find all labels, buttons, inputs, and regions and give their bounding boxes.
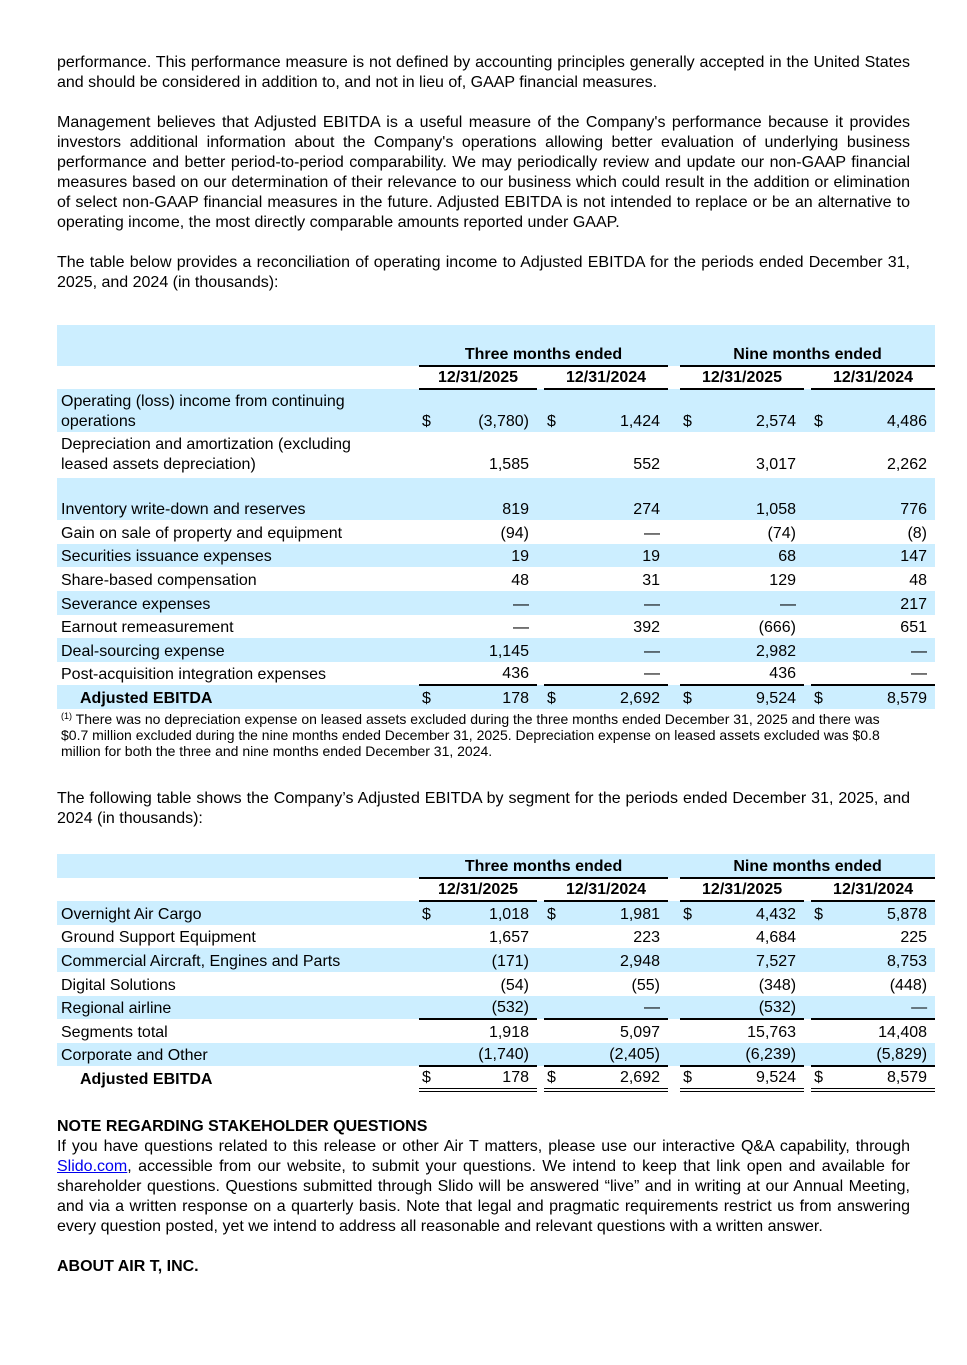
date-header: 12/31/2025 — [680, 878, 804, 902]
note-heading: NOTE REGARDING STAKEHOLDER QUESTIONS — [57, 1117, 428, 1135]
table-group-header-row — [57, 342, 935, 366]
date-header: 12/31/2024 — [811, 366, 935, 390]
date-header: 12/31/2025 — [419, 366, 537, 390]
row-label: Operating (loss) income from continuing operations — [57, 389, 413, 432]
row-label: Depreciation and amortization (excluding leased assets depreciation) — [61, 436, 351, 474]
table-row: Operating (loss) income from continuing operations $ (3,780) $ 1,424 $ 2,574 $ 4,486 — [57, 389, 935, 432]
table-row: Overnight Air Cargo $ 1,018 $ 1,981 $ 4,432 $ 5,878 — [57, 901, 935, 925]
row-label: Earnout remeasurement — [61, 619, 234, 637]
total-label: Adjusted EBITDA — [57, 685, 413, 709]
intro-paragraph-3: The table below provides a reconciliation of operating income to Adjusted EBITDA for the periods ended December 31, 2025, and 2024 (in thousands): — [57, 254, 910, 291]
segment-table — [57, 854, 935, 1092]
row-label: Gain on sale of property and equipment — [61, 524, 343, 542]
row-label: Ground Support Equipment — [61, 929, 256, 947]
row-label: Severance expenses — [57, 591, 413, 615]
footnote-marker: (1) — [61, 710, 72, 721]
table-row: Post-acquisition integration expenses 436 — 436 — — [57, 662, 935, 686]
note-paragraph: If you have questions related to this release or other Air T matters, please use our interactive Q&A capability, through Slido.com, accessible from our website, to submit your questions. We intend to keep that link open and available for shareholder questions. Questions submitted through Slido will be answered “live” and in writing at our Annual Meeting, and via a written response on a quarterly basis. Note that legal and pragmatic requirements restrict us from answering every question posted, yet we intend to address all reasonable and relevant questions with a written answer. — [57, 1137, 910, 1235]
date-header: 12/31/2024 — [811, 878, 935, 902]
group-header-three-months: Three months ended — [419, 342, 668, 366]
group-header-nine-months: Nine months ended — [680, 854, 935, 878]
table-row: Commercial Aircraft, Engines and Parts (171) 2,948 7,527 8,753 — [57, 948, 935, 972]
date-header: 12/31/2024 — [544, 878, 668, 902]
row-label: Regional airline — [57, 996, 413, 1020]
row-label: Share-based compensation — [61, 571, 257, 589]
row-label: Post-acquisition integration expenses — [61, 666, 327, 684]
table-group-header-row — [57, 854, 935, 878]
row-label: Corporate and Other — [57, 1043, 413, 1067]
row-label: Deal-sourcing expense — [57, 638, 413, 662]
table-row: Segments total 1,918 5,097 15,763 14,408 — [57, 1019, 935, 1043]
table-date-header-row — [57, 366, 935, 390]
total-label: Adjusted EBITDA — [80, 1070, 213, 1088]
row-label: Inventory write-down and reserves — [57, 478, 413, 520]
group-header-nine-months: Nine months ended — [680, 342, 935, 366]
date-header: 12/31/2025 — [419, 878, 537, 902]
table-row: Ground Support Equipment 1,657 223 4,684 225 — [57, 925, 935, 949]
row-label: Securities issuance expenses — [57, 544, 413, 568]
about-heading: ABOUT AIR T, INC. — [57, 1257, 199, 1275]
footnote-text: There was no depreciation expense on leased assets excluded during the three months ended December 31, 2025 and there was $0.7 million excluded during the nine months ended December 31, 2025. Depreciation expense on leased assets excluded was $0.8 million for both the three and nine months ended December 31, 2024. — [61, 710, 880, 759]
segment-intro-paragraph: The following table shows the Company’s Adjusted EBITDA by segment for the periods ended December 31, 2025, and 2024 (in thousands): — [57, 789, 910, 827]
table-row: Regional airline (532) — (532) — — [57, 996, 935, 1020]
reconciliation-table — [57, 325, 935, 709]
group-header-three-months: Three months ended — [419, 854, 668, 878]
date-header: 12/31/2025 — [680, 366, 804, 390]
table-row: Corporate and Other (1,740) (2,405) (6,239) (5,829) — [57, 1043, 935, 1067]
table-row: Digital Solutions (54) (55) (348) (448) — [57, 972, 935, 996]
document-page — [57, 53, 928, 1277]
table-total-row: Adjusted EBITDA $ 178 $ 2,692 $ 9,524 $ 8,579 — [57, 1066, 935, 1090]
table-date-header-row — [57, 878, 935, 902]
table-row: Share-based compensation 48 31 129 48 — [57, 567, 935, 591]
row-label: Commercial Aircraft, Engines and Parts — [57, 948, 413, 972]
table-row: Deal-sourcing expense 1,145 — 2,982 — — [57, 638, 935, 662]
table-row: Depreciation and amortization (excluding leased assets depreciation) 1,585 552 3,017 2,262 — [57, 432, 935, 478]
table-row: Severance expenses — — — 217 — [57, 591, 935, 615]
row-label: Segments total — [61, 1023, 168, 1041]
date-header: 12/31/2024 — [544, 366, 668, 390]
table-row: Inventory write-down and reserves 819 274 1,058 776 — [57, 478, 935, 520]
row-label: Overnight Air Cargo — [57, 901, 413, 925]
table-row: Earnout remeasurement — 392 (666) 651 — [57, 615, 935, 639]
intro-paragraph-1: performance. This performance measure is not defined by accounting principles generally accepted in the United States and should be considered in addition to, and not in lieu of, GAAP financial measures. — [57, 54, 910, 91]
table-total-row: Adjusted EBITDA $ 178 $ 2,692 $ 9,524 $ 8,579 — [57, 685, 935, 709]
table-row: Securities issuance expenses 19 19 68 147 — [57, 544, 935, 568]
table-row: Gain on sale of property and equipment (94) — (74) (8) — [57, 520, 935, 544]
intro-paragraph-2: Management believes that Adjusted EBITDA is a useful measure of the Company's performance because it provides investors additional information about the Company's operations allowing better evaluation of underlying business performance and better period-to-period comparability. We may periodically review and update our non-GAAP financial measures based on our determination of their relevance to our business which could result in the addition or elimination of select non-GAAP financial measures in the future. Adjusted EBITDA is not intended to replace or be an alternative to operating income, the most directly comparable amounts reported under GAAP. — [57, 114, 910, 231]
table-footnote — [57, 711, 903, 759]
slido-link[interactable]: Slido.com — [57, 1157, 128, 1175]
row-label: Digital Solutions — [61, 976, 176, 994]
